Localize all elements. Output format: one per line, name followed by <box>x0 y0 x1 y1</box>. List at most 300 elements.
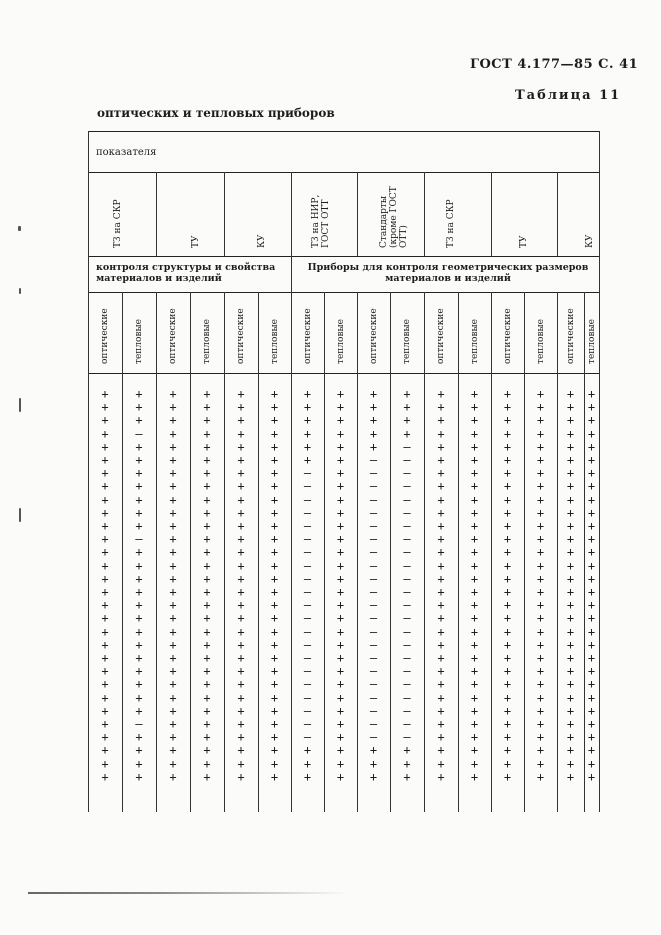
column-label: оптические <box>565 308 576 364</box>
mark: + <box>336 637 345 652</box>
mark: + <box>270 637 279 652</box>
mark: — <box>303 690 312 705</box>
mark: + <box>536 413 545 428</box>
mark: + <box>403 769 411 784</box>
mark: + <box>135 703 143 718</box>
mark: + <box>101 703 109 718</box>
mark: + <box>503 769 512 784</box>
column-divider <box>258 292 259 812</box>
mark: + <box>203 492 211 507</box>
mark: — <box>303 558 312 573</box>
mark: — <box>369 664 378 679</box>
mark: + <box>237 651 245 665</box>
mark: + <box>566 558 575 573</box>
mark: + <box>470 717 479 731</box>
mark: + <box>566 545 575 560</box>
mark: — <box>403 519 411 533</box>
scan-speck <box>19 508 21 522</box>
mark: + <box>101 624 109 639</box>
mark: + <box>203 664 211 679</box>
mark: + <box>135 439 143 454</box>
mark: + <box>169 453 177 467</box>
mark: + <box>437 717 445 731</box>
mark: + <box>101 651 109 665</box>
mark: + <box>237 637 245 652</box>
mark: + <box>587 637 596 652</box>
mark: + <box>203 703 211 718</box>
mark: + <box>503 690 512 705</box>
mark: — <box>369 492 378 507</box>
mark: — <box>303 585 312 599</box>
mark: + <box>237 624 245 639</box>
mark: + <box>169 598 177 613</box>
mark: + <box>169 624 177 639</box>
mark: + <box>587 492 596 507</box>
doc-header-divider <box>557 172 558 256</box>
mark: — <box>403 558 411 573</box>
mark: + <box>437 730 445 745</box>
mark: + <box>336 756 345 771</box>
mark: + <box>403 743 411 758</box>
mark: + <box>135 479 143 494</box>
mark: + <box>437 598 445 613</box>
mark: — <box>403 505 411 520</box>
mark: + <box>566 703 575 718</box>
mark: + <box>169 769 177 784</box>
mark: + <box>101 413 109 428</box>
mark: + <box>270 571 279 586</box>
mark: + <box>336 730 345 745</box>
mark: + <box>470 571 479 586</box>
mark: + <box>336 558 345 573</box>
mark: + <box>203 479 211 494</box>
mark: + <box>536 598 545 613</box>
mark: + <box>303 400 312 415</box>
doc-header: КУ <box>585 234 595 248</box>
mark: + <box>336 532 345 547</box>
mark: + <box>536 677 545 692</box>
mark: + <box>437 387 445 401</box>
mark: + <box>437 743 445 758</box>
mark: + <box>237 426 245 441</box>
mark: — <box>369 624 378 639</box>
column-label: тепловые <box>269 319 280 364</box>
mark: + <box>101 690 109 705</box>
doc-header-divider <box>357 172 358 256</box>
doc-header: КУ <box>257 234 267 248</box>
mark: + <box>270 585 279 599</box>
mark: + <box>503 571 512 586</box>
mark: + <box>587 651 596 665</box>
mark: + <box>101 637 109 652</box>
mark: + <box>336 505 345 520</box>
mark: + <box>369 439 378 454</box>
mark: — <box>403 585 411 599</box>
mark: + <box>303 769 312 784</box>
mark: + <box>437 703 445 718</box>
mark: — <box>369 677 378 692</box>
mark: + <box>101 505 109 520</box>
doc-header: ТУ <box>519 235 529 248</box>
mark: + <box>203 453 211 467</box>
mark: + <box>270 479 279 494</box>
mark: — <box>369 532 378 547</box>
mark: — <box>403 611 411 626</box>
column-divider <box>557 292 558 812</box>
column-divider <box>390 292 391 812</box>
scan-edge <box>28 892 348 894</box>
mark: + <box>169 743 177 758</box>
mark: + <box>566 585 575 599</box>
mark: + <box>203 426 211 441</box>
mark: + <box>270 624 279 639</box>
mark: + <box>587 453 596 467</box>
mark: + <box>101 664 109 679</box>
mark: + <box>470 532 479 547</box>
mark: + <box>437 545 445 560</box>
mark: + <box>470 400 479 415</box>
mark: + <box>566 677 575 692</box>
mark: + <box>503 505 512 520</box>
mark: + <box>237 400 245 415</box>
mark: + <box>270 664 279 679</box>
mark: + <box>503 400 512 415</box>
mark: + <box>587 439 596 454</box>
mark: + <box>437 611 445 626</box>
mark: — <box>403 651 411 665</box>
mark: + <box>336 769 345 784</box>
mark: + <box>303 387 312 401</box>
mark: + <box>536 624 545 639</box>
mark: + <box>587 624 596 639</box>
mark: + <box>270 730 279 745</box>
mark: + <box>587 730 596 745</box>
mark: + <box>135 400 143 415</box>
mark: + <box>169 571 177 586</box>
mark: + <box>369 426 378 441</box>
mark: + <box>503 611 512 626</box>
mark: + <box>237 769 245 784</box>
mark: + <box>437 558 445 573</box>
mark: + <box>503 717 512 731</box>
mark: + <box>237 519 245 533</box>
mark: + <box>135 505 143 520</box>
mark: + <box>566 690 575 705</box>
mark: — <box>303 598 312 613</box>
mark: + <box>536 532 545 547</box>
column-label: оптические <box>436 308 446 364</box>
mark: + <box>303 439 312 454</box>
column-divider <box>122 292 123 812</box>
mark: + <box>587 664 596 679</box>
mark: — <box>303 519 312 533</box>
mark: + <box>470 637 479 652</box>
mark: + <box>503 677 512 692</box>
mark: + <box>237 730 245 745</box>
mark: + <box>270 439 279 454</box>
mark: + <box>587 400 596 415</box>
mark: + <box>503 519 512 533</box>
mark: + <box>101 492 109 507</box>
mark: + <box>587 756 596 771</box>
mark: + <box>336 439 345 454</box>
mark: + <box>566 611 575 626</box>
mark: — <box>403 571 411 586</box>
mark: + <box>101 439 109 454</box>
mark: — <box>135 426 143 441</box>
mark: + <box>503 479 512 494</box>
column-divider <box>224 292 225 812</box>
mark: — <box>369 453 378 467</box>
mark: + <box>536 769 545 784</box>
mark: — <box>303 651 312 665</box>
mark: + <box>237 756 245 771</box>
mark: + <box>336 664 345 679</box>
mark: + <box>437 624 445 639</box>
mark: + <box>169 479 177 494</box>
mark: — <box>403 703 411 718</box>
mark: + <box>587 677 596 692</box>
mark: + <box>536 690 545 705</box>
column-divider <box>599 131 600 812</box>
mark: — <box>303 637 312 652</box>
mark: + <box>369 769 378 784</box>
mark: + <box>336 690 345 705</box>
mark: + <box>203 730 211 745</box>
mark: + <box>169 558 177 573</box>
mark: + <box>169 532 177 547</box>
mark: + <box>470 585 479 599</box>
mark: + <box>503 387 512 401</box>
mark: — <box>303 466 312 481</box>
mark: + <box>587 717 596 731</box>
mark: + <box>470 439 479 454</box>
mark: + <box>437 651 445 665</box>
mark: + <box>270 519 279 533</box>
mark: + <box>169 717 177 731</box>
mark: — <box>303 717 312 731</box>
mark: + <box>135 413 143 428</box>
mark: + <box>203 743 211 758</box>
mark: + <box>587 479 596 494</box>
mark: + <box>403 400 411 415</box>
mark: + <box>135 611 143 626</box>
mark: + <box>169 387 177 401</box>
mark: + <box>135 519 143 533</box>
mark: — <box>303 730 312 745</box>
mark: + <box>303 426 312 441</box>
mark: + <box>101 717 109 731</box>
mark: + <box>336 453 345 467</box>
mark: + <box>101 585 109 599</box>
mark: + <box>503 585 512 599</box>
mark: + <box>270 743 279 758</box>
doc-header: ТЗ на СКР <box>113 199 123 248</box>
mark: + <box>169 611 177 626</box>
mark: + <box>566 743 575 758</box>
mark: + <box>101 769 109 784</box>
mark: + <box>135 743 143 758</box>
mark: + <box>101 532 109 547</box>
mark: + <box>403 426 411 441</box>
mark: — <box>135 717 143 731</box>
mark: + <box>237 677 245 692</box>
mark: + <box>587 413 596 428</box>
mark: + <box>587 532 596 547</box>
mark: + <box>437 769 445 784</box>
mark: + <box>503 624 512 639</box>
mark: + <box>336 519 345 533</box>
mark: — <box>369 505 378 520</box>
mark: + <box>203 558 211 573</box>
mark: + <box>237 571 245 586</box>
mark: + <box>237 690 245 705</box>
mark: + <box>503 664 512 679</box>
mark: + <box>470 611 479 626</box>
mark: — <box>403 598 411 613</box>
mark: + <box>566 598 575 613</box>
mark: + <box>270 690 279 705</box>
mark: + <box>101 756 109 771</box>
column-label: тепловые <box>469 319 480 364</box>
mark: + <box>587 545 596 560</box>
mark: — <box>369 585 378 599</box>
mark: + <box>101 519 109 533</box>
mark: + <box>237 439 245 454</box>
mark: + <box>437 453 445 467</box>
mark: + <box>587 703 596 718</box>
mark: + <box>270 400 279 415</box>
mark: + <box>336 598 345 613</box>
mark: + <box>503 545 512 560</box>
mark: + <box>536 730 545 745</box>
column-divider <box>156 292 157 812</box>
mark: — <box>303 611 312 626</box>
mark: + <box>503 466 512 481</box>
mark: + <box>536 492 545 507</box>
column-label: тепловые <box>402 319 412 364</box>
mark: + <box>437 519 445 533</box>
mark: + <box>336 717 345 731</box>
mark: + <box>237 664 245 679</box>
column-divider <box>88 131 89 812</box>
mark: + <box>587 558 596 573</box>
doc-header-divider <box>156 172 157 256</box>
mark: — <box>403 532 411 547</box>
mark: + <box>536 466 545 481</box>
mark: + <box>169 703 177 718</box>
mark: + <box>437 439 445 454</box>
mark: + <box>270 453 279 467</box>
column-label: тепловые <box>202 319 212 364</box>
mark: — <box>403 545 411 560</box>
mark: + <box>203 677 211 692</box>
mark: + <box>237 387 245 401</box>
mark: + <box>203 611 211 626</box>
mark: + <box>536 571 545 586</box>
mark: + <box>237 413 245 428</box>
mark: + <box>503 453 512 467</box>
mark: — <box>369 611 378 626</box>
mark: + <box>437 505 445 520</box>
mark: + <box>135 690 143 705</box>
doc-header-divider <box>424 172 425 256</box>
mark: + <box>270 558 279 573</box>
mark: + <box>470 756 479 771</box>
mark: + <box>101 545 109 560</box>
mark: + <box>336 624 345 639</box>
mark: + <box>587 519 596 533</box>
column-divider <box>584 292 585 812</box>
column-label: оптические <box>368 308 379 364</box>
mark: + <box>369 400 378 415</box>
mark: + <box>270 426 279 441</box>
column-divider <box>524 292 525 812</box>
mark: + <box>336 492 345 507</box>
mark: + <box>470 651 479 665</box>
mark: + <box>270 756 279 771</box>
mark: + <box>437 492 445 507</box>
mark: + <box>203 400 211 415</box>
mark: + <box>237 558 245 573</box>
column-label: оптические <box>168 308 178 364</box>
mark: + <box>536 505 545 520</box>
column-label: оптические <box>236 308 246 364</box>
mark: + <box>536 453 545 467</box>
column-divider <box>424 292 425 812</box>
mark: + <box>203 532 211 547</box>
mark: + <box>237 479 245 494</box>
mark: + <box>169 519 177 533</box>
mark: + <box>587 690 596 705</box>
mark: + <box>270 505 279 520</box>
mark: + <box>336 571 345 586</box>
mark: + <box>237 743 245 758</box>
mark: + <box>470 558 479 573</box>
mark: + <box>336 413 345 428</box>
mark: + <box>336 545 345 560</box>
mark: + <box>336 426 345 441</box>
mark: + <box>135 769 143 784</box>
mark: + <box>566 756 575 771</box>
mark: + <box>437 479 445 494</box>
mark: + <box>536 519 545 533</box>
mark: — <box>369 717 378 731</box>
scan-speck <box>19 288 21 294</box>
mark: + <box>169 466 177 481</box>
mark: — <box>403 479 411 494</box>
mark: + <box>270 598 279 613</box>
mark: + <box>566 413 575 428</box>
column-divider <box>324 292 325 812</box>
mark: + <box>503 730 512 745</box>
mark: + <box>437 585 445 599</box>
mark: — <box>403 624 411 639</box>
mark: + <box>336 651 345 665</box>
mark: + <box>169 439 177 454</box>
indicator-label: показателя <box>96 147 157 158</box>
mark: + <box>169 664 177 679</box>
mark: + <box>270 611 279 626</box>
group-structure-control: контроля структуры и свойства материалов и изделий <box>96 262 276 284</box>
mark: + <box>270 413 279 428</box>
mark: + <box>336 743 345 758</box>
doc-header-divider <box>224 172 225 256</box>
mark: + <box>101 743 109 758</box>
mark: + <box>336 703 345 718</box>
mark: + <box>470 479 479 494</box>
mark: + <box>101 730 109 745</box>
